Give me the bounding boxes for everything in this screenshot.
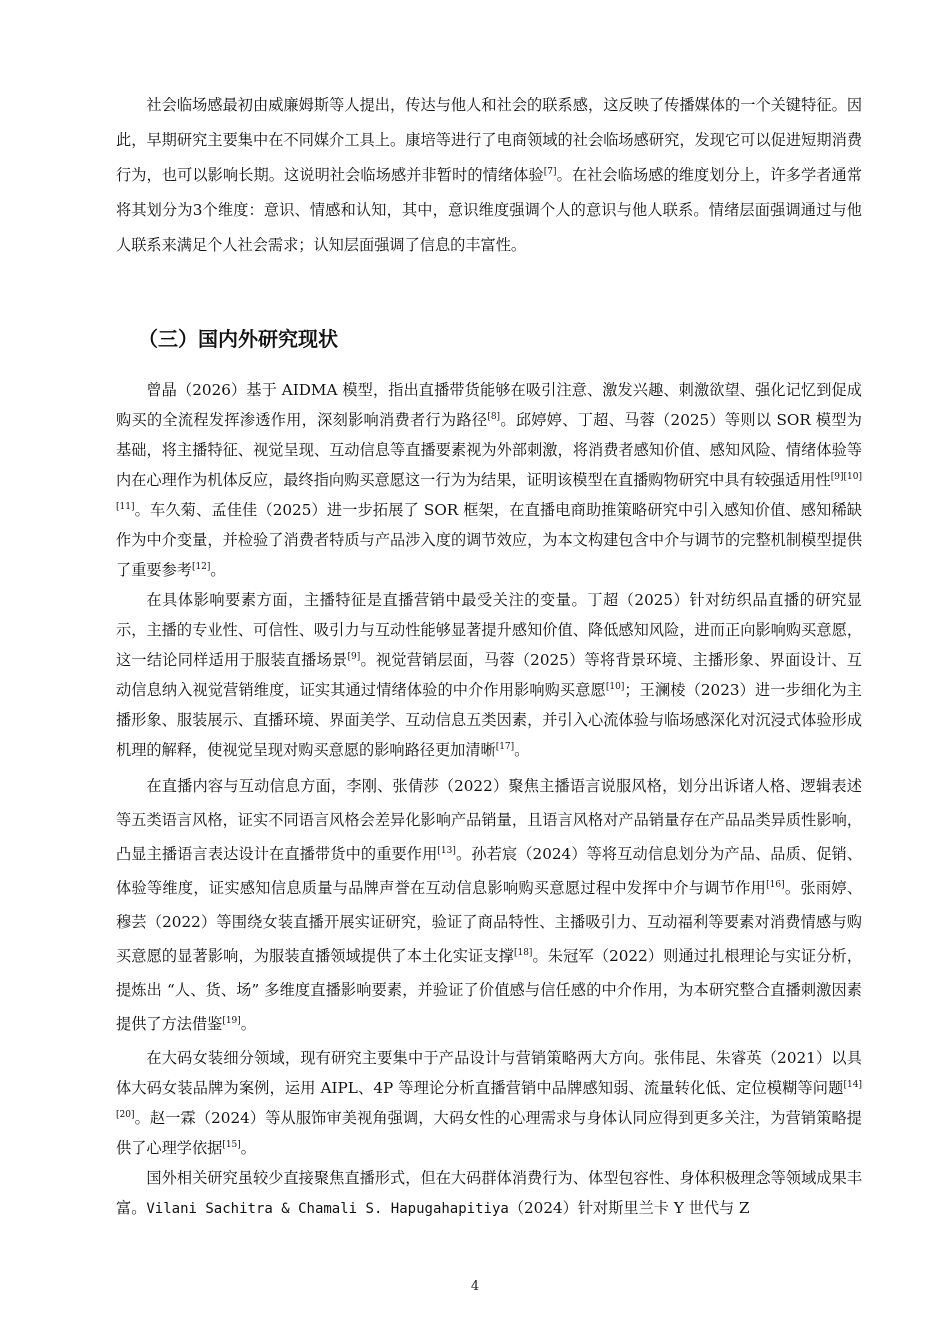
para-text: ；王澜棱（2023）进一步细化为主播形象、服装展示、直播环境、界面美学、互动信息五类因素，并引入心流体验与临场感深化对沉浸式体验形成机理的解释，使视觉呈现对购买意愿的影响路径更加清晰 <box>116 681 862 759</box>
para-text: 。邱婷婷、丁超、马蓉（2025）等则以 SOR 模型为基础，将主播特征、视觉呈现、互动信息等直播要素视为外部刺激，将消费者感知价值、感知风险、情绪体验等内在心理作为机体反应，最终指向购买意愿这一行为为结果，证明该模型在直播购物研究中具有较强适用性 <box>116 411 862 489</box>
citation: [17] <box>495 742 515 752</box>
citation: [10] <box>605 682 625 692</box>
paragraph-anchor-traits <box>116 585 862 765</box>
paragraph-aidma <box>116 375 862 585</box>
citation: [15] <box>222 1140 241 1150</box>
citation: [9] <box>347 652 361 662</box>
paragraph-foreign-research <box>116 1163 862 1224</box>
para-text: 在直播内容与互动信息方面，李刚、张倩莎（2022）聚焦主播语言说服风格，划分出诉诸人格、逻辑表述等五类语言风格，证实不同语言风格会差异化影响产品销量，且语言风格对产品销量存在产品品类异质性影响，凸显主播语言表达设计在直播带货中的重要作用 <box>116 777 862 863</box>
citation: [9][10][11] <box>116 472 862 512</box>
intro-paragraph <box>116 88 862 263</box>
section-heading: （三）国内外研究现状 <box>138 327 338 351</box>
citation: [7] <box>543 167 557 177</box>
para-text: 在大码女装细分领域，现有研究主要集中于产品设计与营销策略两大方向。张伟昆、朱睿英（2021）以具体大码女装品牌为案例，运用 AIPL、4P 等理论分析直播营销中品牌感知弱、流量转化低、定位模糊等问题 <box>116 1049 862 1097</box>
page-number: 4 <box>470 1279 480 1294</box>
para-text: 。 <box>240 1139 256 1157</box>
citation: [8] <box>487 412 501 422</box>
para-text: 国外相关研究虽较少直接聚焦直播形式，但在大码群体消费行为、体型包容性、身体积极理念等领域成果丰富。 <box>116 1169 862 1217</box>
para-text: 。 <box>210 561 226 579</box>
para-text: 曾晶（2026）基于 AIDMA 模型，指出直播带货能够在吸引注意、激发兴趣、刺激欲望、强化记忆到促成购买的全流程发挥渗透作用，深刻影响消费者行为路径 <box>116 381 862 429</box>
citation: [14][20] <box>116 1080 862 1120</box>
para-text: 。朱冠军（2022）则通过扎根理论与实证分析，提炼出 “人、货、场” 多维度直播影响要素，并验证了价值感与信任感的中介作用，为本研究整合直播刺激因素提供了方法借鉴 <box>116 947 863 1033</box>
citation: [18] <box>513 948 533 958</box>
citation: [16] <box>766 880 785 890</box>
para-text: 。 <box>514 741 530 759</box>
citation: [13] <box>437 846 456 856</box>
intro-block <box>116 88 862 263</box>
para-text: 。赵一霖（2024）等从服饰审美视角强调，大码女性的心理需求与身体认同应得到更多关注，为营销策略提供了心理学依据 <box>116 1109 862 1157</box>
para-text: 。张雨婷、穆芸（2022）等围绕女装直播开展实证研究，验证了商品特性、主播吸引力、互动福利等要素对消费情感与购买意愿的显著影响，为服装直播领域提供了本土化实证支撑 <box>116 879 863 965</box>
intro-text: 社会临场感最初由威廉姆斯等人提出，传达与他人和社会的联系感，这反映了传播媒体的一个关键特征。因此，早期研究主要集中在不同媒介工具上。康培等进行了电商领域的社会临场感研究，发现它可以促进短期消费行为，也可以影响长期。这说明社会临场感并非暂时的情绪体验 <box>116 96 862 184</box>
citation: [12] <box>191 562 211 572</box>
para-text: 。孙若宸（2024）等将互动信息划分为产品、品质、促销、体验等维度，证实感知信息质量与品牌声誉在互动信息影响购买意愿过程中发挥中介与调节作用 <box>116 845 863 897</box>
body-block <box>116 375 862 1224</box>
citation: [19] <box>222 1016 241 1026</box>
intro-text-cont: 。在社会临场感的维度划分上，许多学者通常将其划分为3个维度：意识、情感和认知，其中，意识维度强调个人的意识与他人联系。情绪层面强调通过与他人联系来满足个人社会需求；认知层面强调了信息的丰富性。 <box>116 166 863 254</box>
paragraph-content-interaction <box>116 769 862 1041</box>
paragraph-plus-size <box>116 1043 862 1163</box>
para-text: （2024）针对斯里兰卡 Y 世代与 Z <box>508 1199 750 1217</box>
para-text: 。 <box>240 1015 256 1033</box>
para-text: 。车久菊、孟佳佳（2025）进一步拓展了 SOR 框架，在直播电商助推策略研究中引入感知价值、感知稀缺作为中介变量，并检验了消费者特质与产品涉入度的调节效应，为本文构建包含中介与调节的完整机制模型提供了重要参考 <box>116 501 862 579</box>
author-names: Vilani Sachitra & Chamali S. Hapugahapitiya <box>146 1201 509 1217</box>
para-text: 在具体影响要素方面，主播特征是直播营销中最受关注的变量。丁超（2025）针对纺织品直播的研究显示，主播的专业性、可信性、吸引力与互动性能够显著提升感知价值、降低感知风险，进而正向影响购买意愿，这一结论同样适用于服装直播场景 <box>116 591 862 669</box>
para-text: 。视觉营销层面，马蓉（2025）等将背景环境、主播形象、界面设计、互动信息纳入视觉营销维度，证实其通过情绪体验的中介作用影响购买意愿 <box>116 651 862 699</box>
